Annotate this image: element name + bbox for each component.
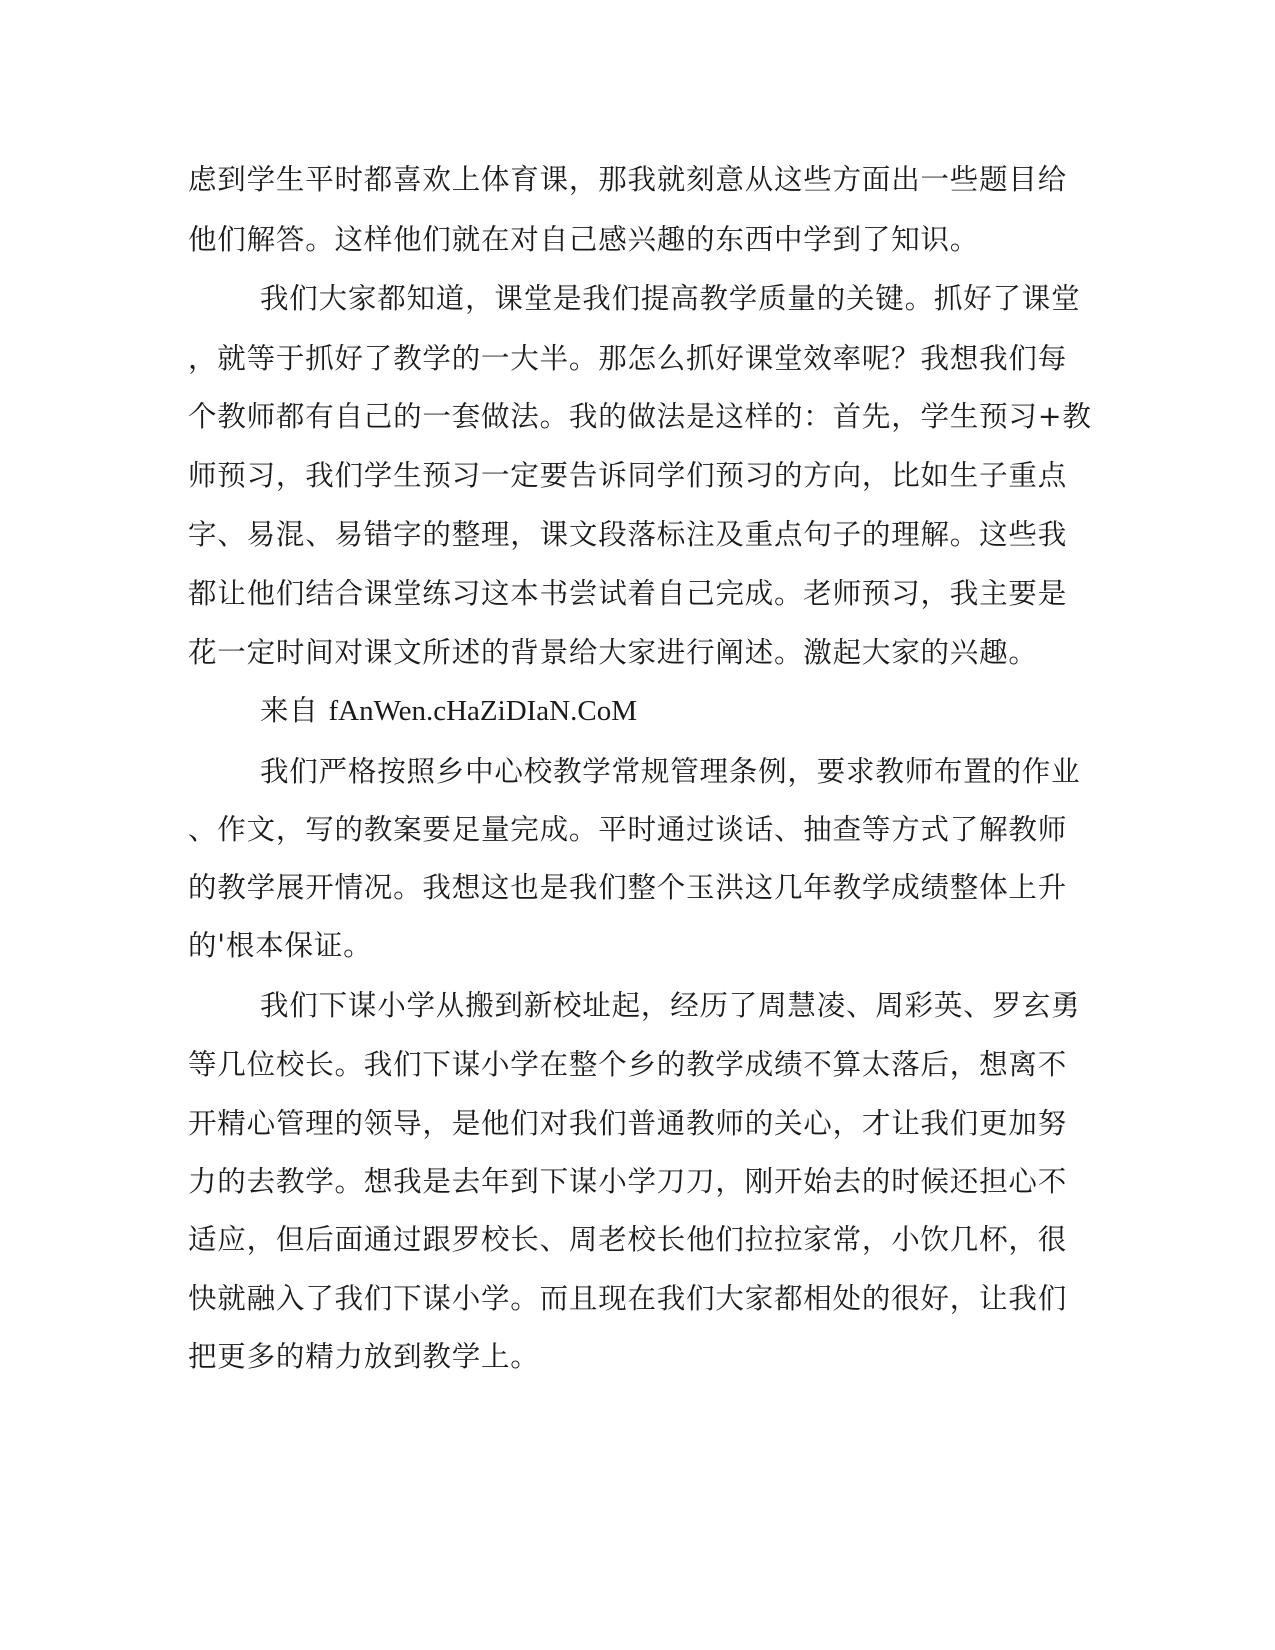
text-line: 我们大家都知道，课堂是我们提高教学质量的关键。抓好了课堂 <box>260 282 1081 315</box>
text-line: 字、易混、易错字的整理，课文段落标注及重点句子的理解。这些我 <box>188 518 1068 551</box>
text-line: 他们解答。这样他们就在对自己感兴趣的东西中学到了知识。 <box>188 223 980 256</box>
text-line: ，就等于抓好了教学的一大半。那怎么抓好课堂效率呢？我想我们每 <box>188 342 1068 375</box>
text-line: 的'根本保证。 <box>188 929 373 962</box>
text-line: 我们严格按照乡中心校教学常规管理条例，要求教师布置的作业 <box>260 755 1081 788</box>
text-line: 虑到学生平时都喜欢上体育课，那我就刻意从这些方面出一些题目给 <box>188 163 1068 196</box>
text-line: 花一定时间对课文所述的背景给大家进行阐述。激起大家的兴趣。 <box>188 636 1038 669</box>
text-line: 把更多的精力放到教学上。 <box>188 1340 540 1373</box>
text-line: 开精心管理的领导，是他们对我们普通教师的关心，才让我们更加努 <box>188 1107 1068 1140</box>
text-line: 个教师都有自己的一套做法。我的做法是这样的：首先，学生预习+教 <box>188 400 1092 433</box>
text-line: 力的去教学。想我是去年到下谋小学刀刀，刚开始去的时候还担心不 <box>188 1165 1068 1198</box>
text-line: 我们下谋小学从搬到新校址起，经历了周慧凌、周彩英、罗玄勇 <box>260 989 1081 1022</box>
text-line: 、作文，写的教案要足量完成。平时通过谈话、抽查等方式了解教师 <box>188 813 1068 846</box>
text-line: 适应，但后面通过跟罗校长、周老校长他们拉拉家常，小饮几杯，很 <box>188 1223 1068 1256</box>
source-url: fAnWen.cHaZiDIaN.CoM <box>328 695 637 727</box>
source-label: 来自 <box>260 694 319 727</box>
text-line: 等几位校长。我们下谋小学在整个乡的教学成绩不算太落后，想离不 <box>188 1048 1068 1081</box>
text-line: 师预习，我们学生预习一定要告诉同学们预习的方向，比如生子重点 <box>188 459 1068 492</box>
text-line: 都让他们结合课堂练习这本书尝试着自己完成。老师预习，我主要是 <box>188 577 1068 610</box>
text-line: 快就融入了我们下谋小学。而且现在我们大家都相处的很好，让我们 <box>188 1282 1068 1315</box>
text-line: 的教学展开情况。我想这也是我们整个玉洪这几年教学成绩整体上升 <box>188 871 1068 904</box>
source-line <box>260 691 637 731</box>
